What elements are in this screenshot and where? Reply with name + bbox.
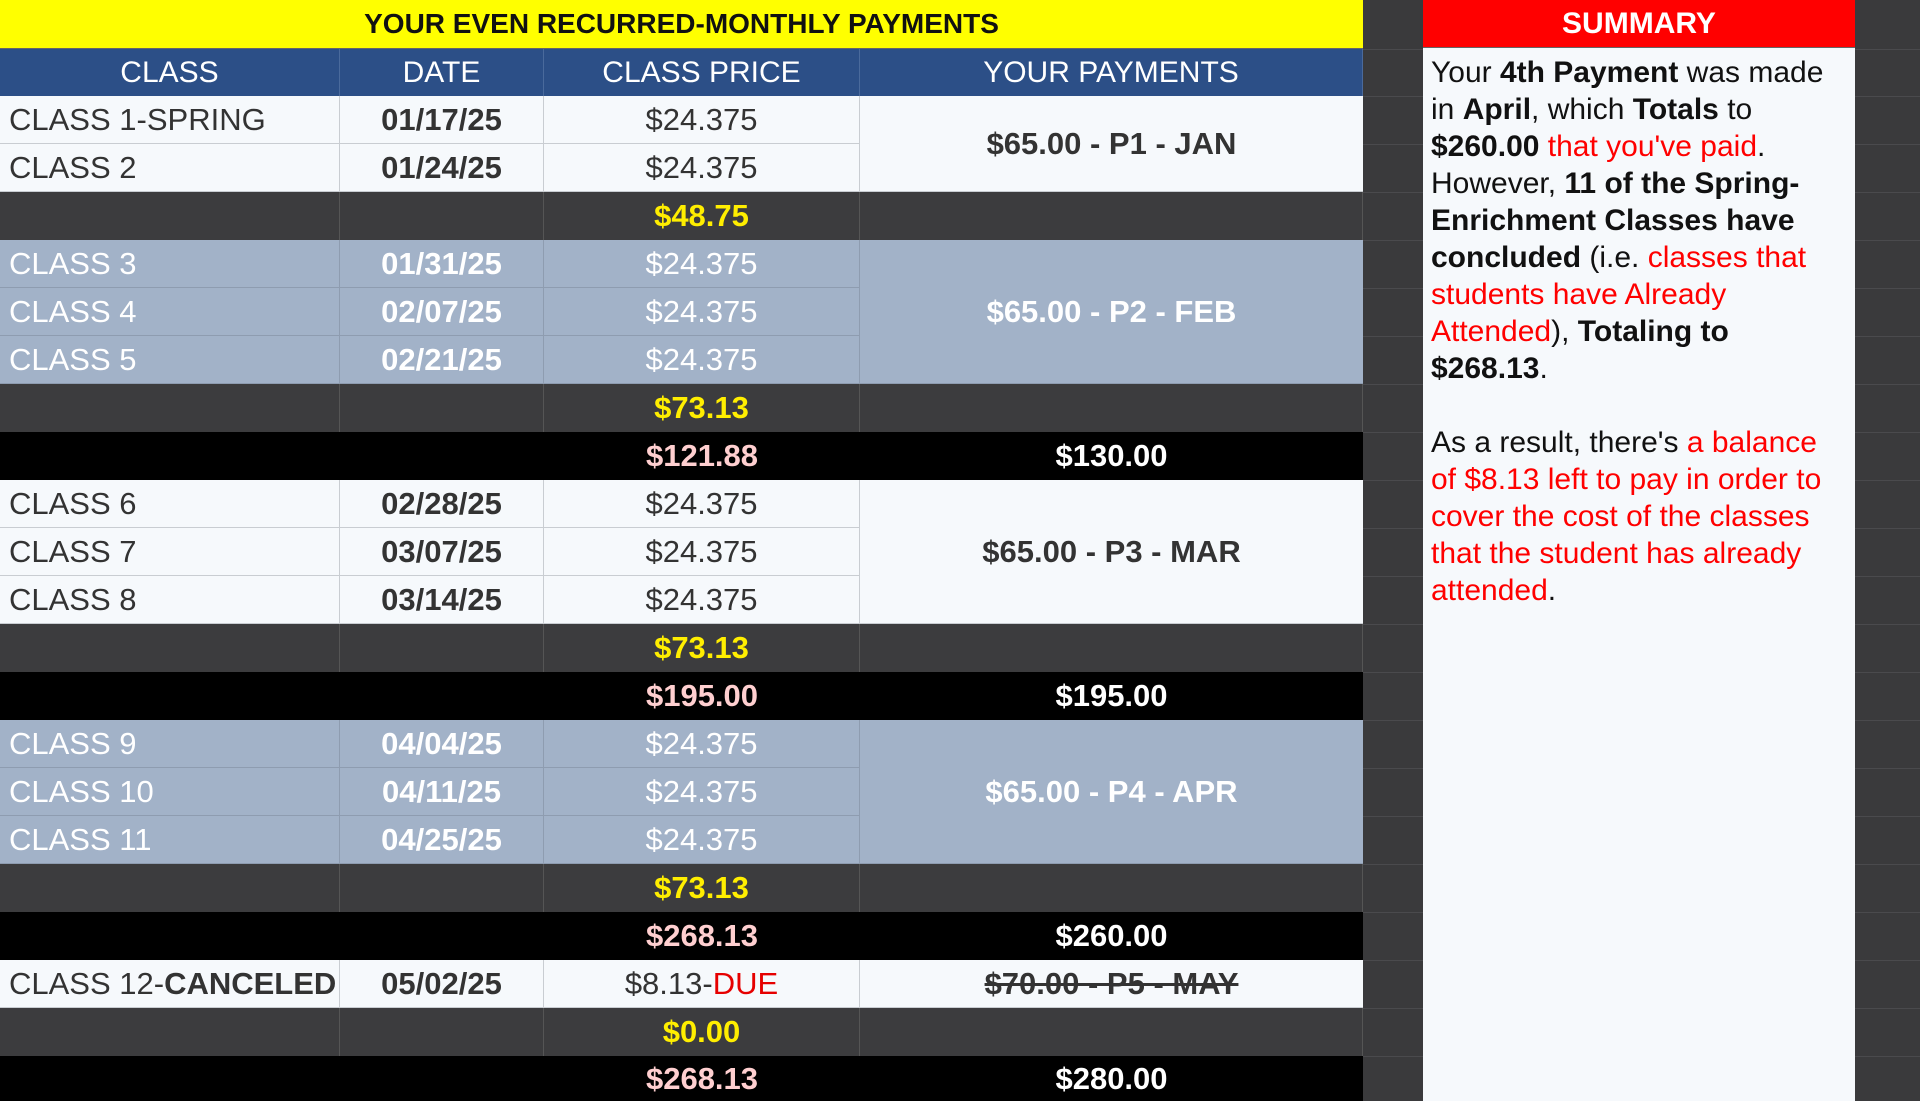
paid-total-cell[interactable]: $260.00 [1055, 918, 1168, 953]
price-cell[interactable]: $24.375 [544, 576, 860, 624]
class-name: CLASS 12- [9, 965, 165, 1001]
date-cell[interactable]: 02/07/25 [340, 288, 544, 336]
subtotal-row [0, 864, 1363, 912]
header-class-price[interactable]: CLASS PRICE [544, 49, 860, 96]
summary-panel[interactable] [1423, 0, 1855, 1101]
subtotal-cell[interactable]: $0.00 [544, 1008, 860, 1056]
date-cell[interactable]: 02/21/25 [340, 336, 544, 384]
date-cell[interactable]: 01/24/25 [340, 144, 544, 192]
paid-total-cell[interactable]: $195.00 [1055, 678, 1168, 713]
class-cell[interactable]: CLASS 1-SPRING [0, 96, 340, 144]
table-title[interactable]: YOUR EVEN RECURRED-MONTHLY PAYMENTS [0, 0, 1363, 49]
date-cell[interactable]: 05/02/25 [340, 960, 544, 1008]
canceled-payment: $70.00 - P5 - MAY [984, 965, 1239, 1001]
empty-cell[interactable] [0, 624, 340, 672]
empty-column[interactable] [1363, 0, 1423, 1101]
class-cell[interactable]: CLASS 11 [0, 816, 340, 864]
price-cell[interactable]: $24.375 [544, 336, 860, 384]
subtotal-cell[interactable]: $73.13 [544, 624, 860, 672]
total-row [0, 672, 1363, 720]
total-row [0, 912, 1363, 960]
empty-cell[interactable] [340, 384, 544, 432]
price-cell[interactable]: $24.375 [544, 480, 860, 528]
price-cell[interactable]: $24.375 [544, 720, 860, 768]
date-cell[interactable]: 04/25/25 [340, 816, 544, 864]
empty-cell[interactable] [340, 1008, 544, 1056]
empty-cell[interactable] [860, 1008, 1363, 1056]
empty-cell[interactable] [860, 864, 1363, 912]
summary-paragraph-1: Your 4th Payment was made in April, which Totals to $260.00 that you've paid. However, 11 of the Spring-Enrichment Classes have concluded (i.e. classes that students have Already Attended), Totaling to $268.13. [1431, 56, 1824, 385]
summary-paragraph-2: As a result, there's a balance of $8.13 left to pay in order to cover the cost of the classes that the student has already attended. [1431, 426, 1822, 607]
empty-cell[interactable] [0, 1008, 340, 1056]
empty-cell[interactable] [860, 384, 1363, 432]
class-cell[interactable]: CLASS 6 [0, 480, 340, 528]
date-cell[interactable]: 04/11/25 [340, 768, 544, 816]
class-cell[interactable]: CLASS 9 [0, 720, 340, 768]
table-row [0, 960, 1363, 1008]
subtotal-row [0, 624, 1363, 672]
subtotal-row [0, 384, 1363, 432]
due-label: DUE [712, 965, 779, 1001]
price-cell[interactable]: $24.375 [544, 288, 860, 336]
empty-column[interactable] [1855, 0, 1920, 1101]
price-cell[interactable]: $24.375 [544, 240, 860, 288]
date-cell[interactable]: 04/04/25 [340, 720, 544, 768]
subtotal-cell[interactable]: $48.75 [544, 192, 860, 240]
empty-cell[interactable] [340, 864, 544, 912]
class-cell[interactable]: CLASS 3 [0, 240, 340, 288]
empty-cell[interactable] [860, 624, 1363, 672]
paid-total-cell[interactable]: $280.00 [1055, 1060, 1168, 1096]
subtotal-row [0, 1008, 1363, 1056]
empty-cell[interactable] [0, 192, 340, 240]
header-class[interactable]: CLASS [0, 49, 340, 96]
total-row [0, 1056, 1363, 1101]
running-total-cell[interactable]: $121.88 [645, 438, 759, 473]
header-row [0, 49, 1363, 96]
price-cell[interactable]: $24.375 [544, 816, 860, 864]
header-your-payments[interactable]: YOUR PAYMENTS [860, 49, 1363, 96]
subtotal-row [0, 192, 1363, 240]
empty-cell[interactable] [0, 864, 340, 912]
subtotal-cell[interactable]: $73.13 [544, 864, 860, 912]
empty-cell[interactable] [860, 192, 1363, 240]
payment-cell[interactable]: $65.00 - P2 - FEB [860, 240, 1363, 384]
canceled-label: CANCELED [164, 965, 337, 1001]
payment-cell[interactable]: $65.00 - P3 - MAR [860, 480, 1363, 624]
empty-cell[interactable] [340, 624, 544, 672]
date-cell[interactable]: 01/31/25 [340, 240, 544, 288]
summary-text [1423, 48, 1855, 609]
running-total-cell[interactable]: $195.00 [645, 678, 759, 713]
price-cell[interactable]: $24.375 [544, 768, 860, 816]
class-cell[interactable]: CLASS 7 [0, 528, 340, 576]
running-total-cell[interactable]: $268.13 [645, 918, 759, 953]
class-cell[interactable]: CLASS 10 [0, 768, 340, 816]
summary-title: SUMMARY [1423, 0, 1855, 48]
class-cell[interactable] [0, 960, 340, 1008]
date-cell[interactable]: 03/14/25 [340, 576, 544, 624]
payment-cell[interactable]: $65.00 - P1 - JAN [860, 96, 1363, 192]
payment-cell[interactable]: $65.00 - P4 - APR [860, 720, 1363, 864]
date-cell[interactable]: 01/17/25 [340, 96, 544, 144]
class-cell[interactable]: CLASS 5 [0, 336, 340, 384]
price-amount: $8.13- [624, 965, 713, 1001]
date-cell[interactable]: 02/28/25 [340, 480, 544, 528]
empty-cell[interactable] [340, 192, 544, 240]
class-cell[interactable]: CLASS 8 [0, 576, 340, 624]
price-cell[interactable]: $24.375 [544, 96, 860, 144]
subtotal-cell[interactable]: $73.13 [544, 384, 860, 432]
running-total-cell[interactable]: $268.13 [645, 1060, 759, 1096]
empty-cell[interactable] [0, 384, 340, 432]
payment-cell[interactable] [860, 960, 1363, 1008]
date-cell[interactable]: 03/07/25 [340, 528, 544, 576]
price-cell[interactable]: $24.375 [544, 144, 860, 192]
header-date[interactable]: DATE [340, 49, 544, 96]
total-row [0, 432, 1363, 480]
paid-total-cell[interactable]: $130.00 [1055, 438, 1168, 473]
class-cell[interactable]: CLASS 4 [0, 288, 340, 336]
price-cell[interactable]: $24.375 [544, 528, 860, 576]
class-cell[interactable]: CLASS 2 [0, 144, 340, 192]
price-cell[interactable] [544, 960, 860, 1008]
